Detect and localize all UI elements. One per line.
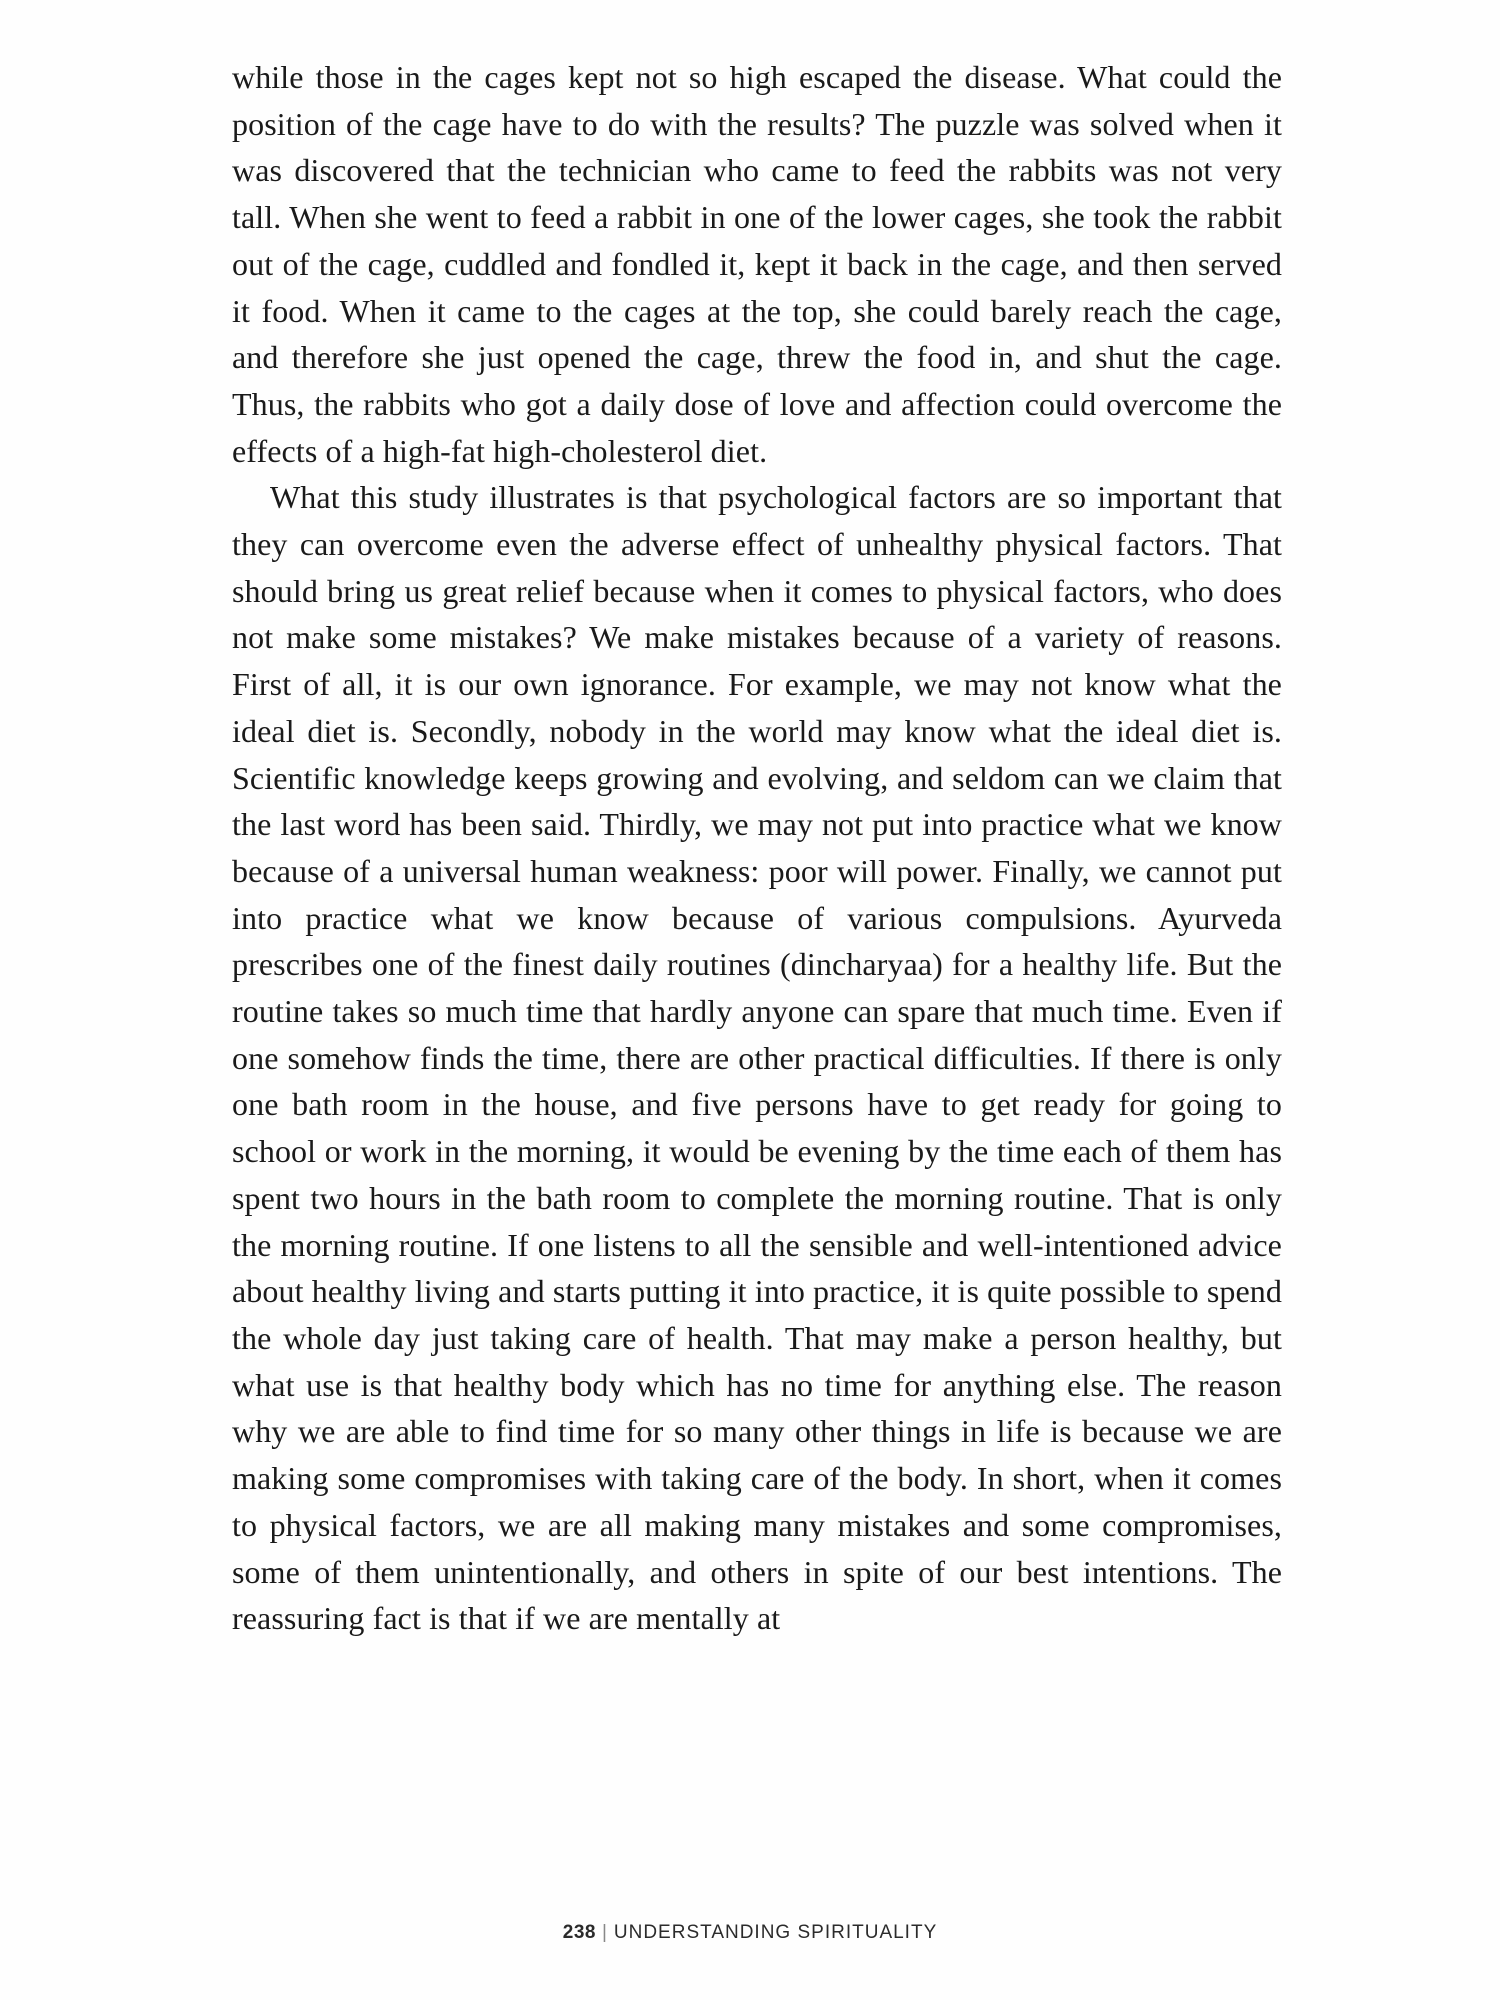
paragraph-continuation: while those in the cages kept not so high escaped the disease. What could the position of the cage have to do with the results? The puzzle was solved when it was discovered that the technician who came to feed the rabbits was not very tall. When she went to feed a rabbit in one of the lower cages, she took the rabbit out of the cage, cuddled and fondled it, kept it back in the cage, and then served it food. When it came to the cages at the top, she could barely reach the cage, and therefore she just opened the cage, threw the food in, and shut the cage. Thus, the rabbits who got a daily dose of love and affection could overcome the effects of a high-fat high-cholesterol diet. <box>232 59 1282 469</box>
page-footer <box>0 1922 1500 1944</box>
running-title: UNDERSTANDING SPIRITUALITY <box>613 1922 938 1943</box>
footer-separator: | <box>601 1922 608 1943</box>
paragraph-study-illustrates: What this study illustrates is that psychological factors are so important that they can overcome even the adverse effect of unhealthy physical factors. That should bring us great relief because when it comes to physical factors, who does not make some mistakes? We make mistakes because of a variety of reasons. First of all, it is our own ignorance. For example, we may not know what the ideal diet is. Secondly, nobody in the world may know what the ideal diet is. Scientific knowledge keeps growing and evolving, and seldom can we claim that the last word has been said. Thirdly, we may not put into practice what we know because of a universal human weakness: poor will power. Finally, we cannot put into practice what we know because of various compulsions. Ayurveda prescribes one of the finest daily routines (dincharyaa) for a healthy life. But the routine takes so much time that hardly anyone can spare that much time. Even if one somehow finds the time, there are other practical difficulties. If there is only one bath room in the house, and five persons have to get ready for going to school or work in the morning, it would be evening by the time each of them has spent two hours in the bath room to complete the morning routine. That is only the morning routine. If one listens to all the sensible and well-intentioned advice about healthy living and starts putting it into practice, it is quite possible to spend the whole day just taking care of health. That may make a person healthy, but what use is that healthy body which has no time for anything else. The reason why we are able to find time for so many other things in life is because we are making some compromises with taking care of the body. In short, when it comes to physical factors, we are all making many mistakes and some compromises, some of them unintentionally, and others in spite of our best intentions. The reassuring fact is that if we are mentally at <box>232 479 1282 1637</box>
page-number: 238 <box>562 1922 596 1943</box>
body-text <box>232 54 1282 1642</box>
